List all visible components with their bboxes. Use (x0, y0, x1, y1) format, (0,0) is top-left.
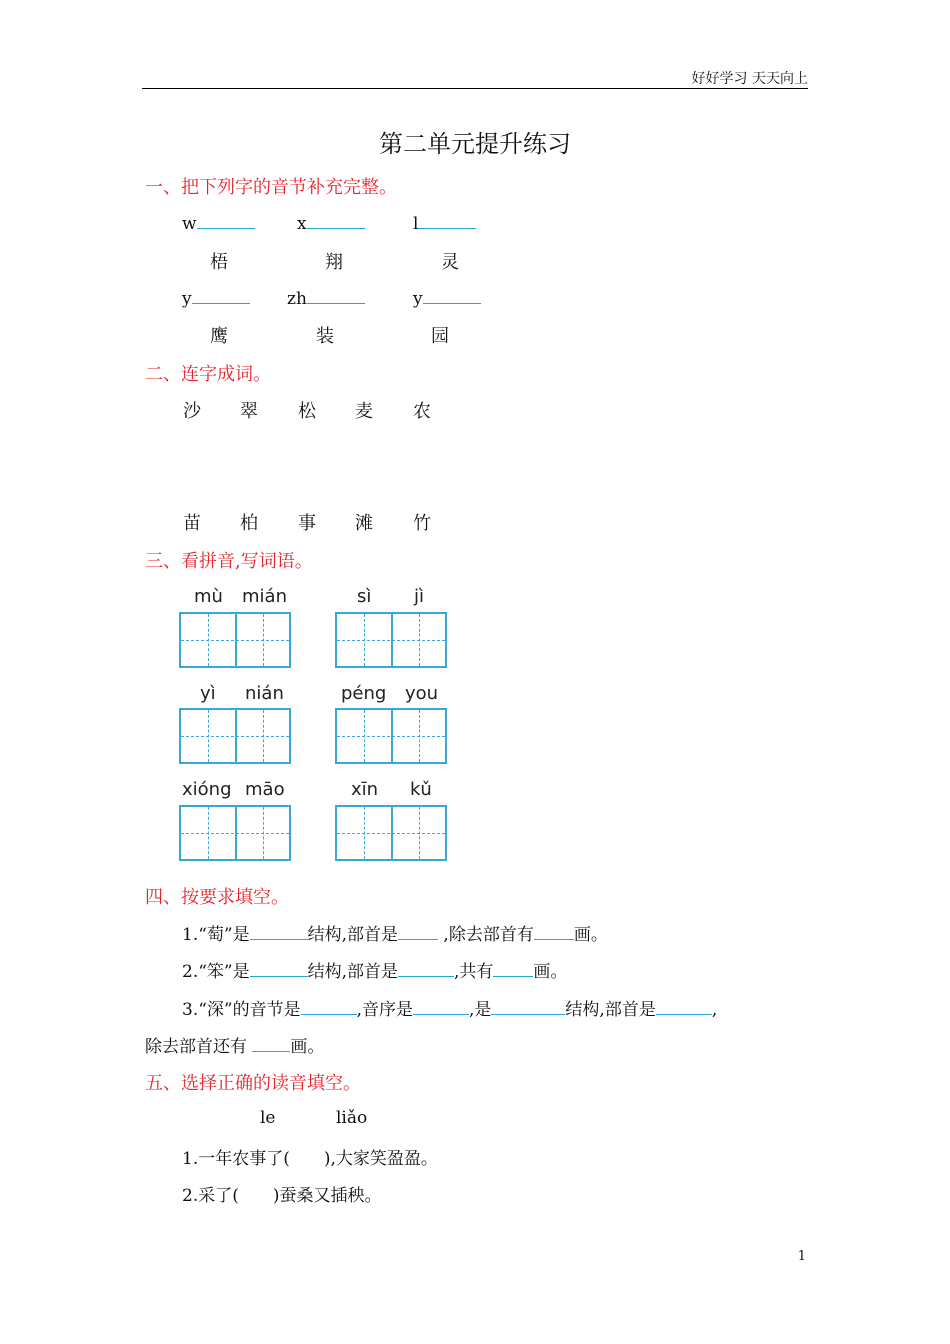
question-text: 画。 (290, 1037, 325, 1057)
char-label: 翔 (325, 252, 343, 273)
char-label: 装 (316, 326, 334, 347)
pinyin-label: xīn (351, 779, 379, 800)
question-text: 画。 (533, 962, 568, 982)
section4-heading: 四、按要求填空。 (145, 887, 289, 908)
char-label: 梧 (210, 252, 228, 273)
word-char-bottom[interactable]: 柏 (240, 513, 258, 534)
pinyin-label: you (405, 683, 439, 704)
header-rule (142, 88, 808, 89)
answer-blank[interactable] (197, 212, 255, 229)
answer-blank[interactable] (307, 212, 365, 229)
answer-blank[interactable] (413, 998, 469, 1015)
answer-blank[interactable] (423, 287, 481, 304)
question-text: ,是 (469, 1000, 492, 1020)
question-text: ,除去部首有 (438, 925, 534, 945)
section2-heading: 二、连字成词。 (145, 364, 271, 385)
char-label: 鹰 (210, 326, 228, 347)
syllable-item (182, 287, 250, 309)
question-text: , (711, 1000, 718, 1020)
pinyin-label: yì (200, 683, 216, 704)
question-text: 3.“深”的音节是 (182, 1000, 301, 1020)
syllable-prefix: y (413, 289, 423, 309)
answer-blank[interactable] (491, 998, 565, 1015)
writing-grid[interactable] (335, 708, 447, 764)
char-label: 灵 (441, 252, 459, 273)
pinyin-label: jì (414, 586, 425, 607)
question-text: ,共有 (454, 962, 494, 982)
writing-grid[interactable] (179, 612, 291, 668)
question-line (182, 995, 717, 1020)
syllable-item (413, 287, 481, 309)
answer-blank[interactable] (250, 923, 308, 940)
answer-blank[interactable] (252, 1035, 290, 1052)
answer-blank[interactable] (301, 998, 357, 1015)
question-text: 1.“萄”是 (182, 925, 250, 945)
syllable-prefix: zh (287, 289, 307, 309)
question-text: 2.采了( )蚕桑又插秧。 (182, 1186, 382, 1206)
question-text: 2.“笨”是 (182, 962, 250, 982)
question-line (182, 957, 567, 982)
question-text: 结构,部首是 (565, 1000, 656, 1020)
word-char-top[interactable]: 松 (298, 401, 316, 422)
syllable-item (287, 287, 365, 309)
pinyin-label: sì (357, 586, 372, 607)
word-char-top[interactable]: 翠 (240, 401, 258, 422)
page-title: 第二单元提升练习 (379, 130, 571, 158)
word-char-bottom[interactable]: 滩 (355, 513, 373, 534)
syllable-item (297, 212, 365, 234)
section1-heading: 一、把下列字的音节补充完整。 (145, 177, 397, 198)
writing-grid[interactable] (179, 805, 291, 861)
answer-blank[interactable] (418, 212, 476, 229)
question-text: 画。 (573, 925, 608, 945)
answer-blank[interactable] (493, 960, 533, 977)
answer-blank[interactable] (307, 287, 365, 304)
writing-grid[interactable] (179, 708, 291, 764)
word-char-bottom[interactable]: 苗 (183, 513, 201, 534)
answer-blank[interactable] (192, 287, 250, 304)
pinyin-label: mián (242, 586, 287, 607)
word-char-top[interactable]: 沙 (183, 401, 201, 422)
section3-heading: 三、看拼音,写词语。 (145, 551, 313, 572)
pinyin-label: xióng (182, 779, 232, 800)
question-text: 1.一年农事了( ),大家笑盈盈。 (182, 1149, 438, 1169)
question-text: 结构,部首是 (307, 925, 399, 945)
pinyin-label: péng (341, 683, 387, 704)
answer-blank[interactable] (656, 998, 712, 1015)
answer-blank[interactable] (534, 923, 574, 940)
reading-option: le (260, 1108, 276, 1128)
question-text: ,音序是 (356, 1000, 414, 1020)
word-char-top[interactable]: 麦 (355, 401, 373, 422)
answer-blank[interactable] (398, 923, 438, 940)
syllable-prefix: x (297, 214, 307, 234)
word-char-bottom[interactable]: 竹 (413, 513, 431, 534)
question-line (182, 920, 608, 945)
syllable-prefix: w (182, 214, 197, 234)
pinyin-label: mù (194, 586, 223, 607)
section5-heading: 五、选择正确的读音填空。 (145, 1073, 361, 1094)
question-text: 除去部首还有 (145, 1037, 253, 1057)
syllable-item (182, 212, 255, 234)
answer-blank[interactable] (398, 960, 454, 977)
question-text: 结构,部首是 (307, 962, 399, 982)
word-char-bottom[interactable]: 事 (298, 513, 316, 534)
page-number: 1 (797, 1249, 806, 1264)
word-char-top[interactable]: 农 (413, 401, 431, 422)
pinyin-label: māo (245, 779, 285, 800)
pinyin-label: nián (245, 683, 284, 704)
pinyin-label: kǔ (410, 779, 432, 800)
syllable-prefix: l (413, 214, 419, 234)
writing-grid[interactable] (335, 805, 447, 861)
answer-blank[interactable] (250, 960, 308, 977)
question-line (145, 1032, 324, 1057)
writing-grid[interactable] (335, 612, 447, 668)
header-motto: 好好学习 天天向上 (691, 71, 808, 87)
syllable-prefix: y (182, 289, 192, 309)
reading-option: liǎo (336, 1108, 368, 1128)
char-label: 园 (431, 326, 449, 347)
syllable-item (413, 212, 476, 234)
